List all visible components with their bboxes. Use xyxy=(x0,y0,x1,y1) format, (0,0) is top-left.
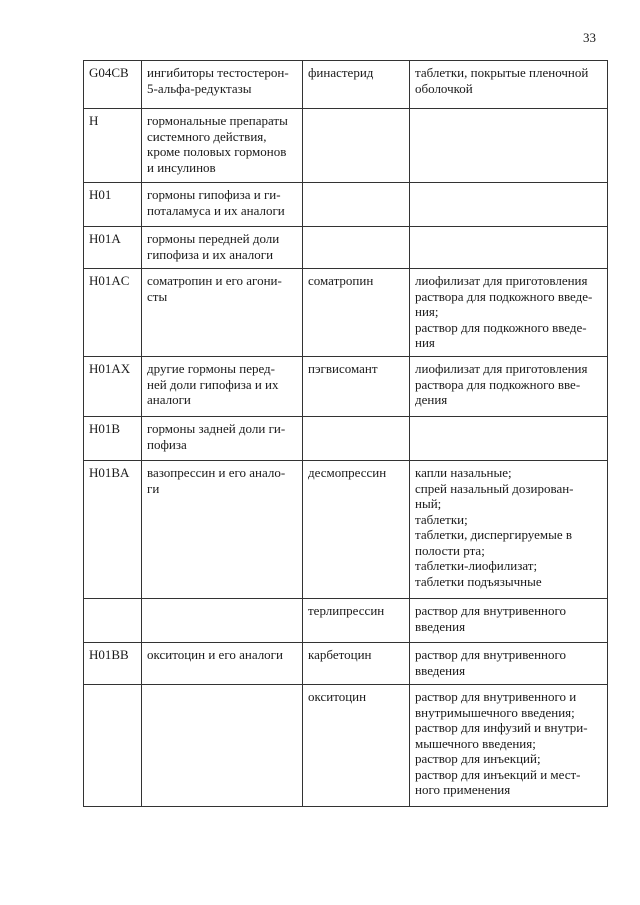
dosage-form-line: ния xyxy=(415,335,435,350)
table-row xyxy=(84,599,608,643)
table-row xyxy=(84,109,608,183)
substance-line: финастерид xyxy=(308,65,374,80)
dosage-form-line: раствор для инъекций и мест- xyxy=(415,766,581,782)
page-number: 33 xyxy=(583,30,596,45)
drug-table xyxy=(83,60,608,807)
dosage-form-line: ния; xyxy=(415,304,439,319)
group-name-line: гипофиза и их аналоги xyxy=(147,246,274,262)
substance-line: карбетоцин xyxy=(308,647,372,662)
group-name-line: ги xyxy=(147,480,160,496)
dosage-form-line: таблетки, диспергируемые в xyxy=(415,527,573,542)
group-name-line: сты xyxy=(147,288,168,304)
group-name-line: системного действия, xyxy=(147,128,267,144)
dosage-form-cell xyxy=(410,227,608,269)
dosage-form-line: введения xyxy=(415,662,466,678)
group-name-cell xyxy=(142,417,303,461)
substance-line: окситоцин xyxy=(308,689,367,704)
dosage-form-line: ного применения xyxy=(415,782,511,797)
group-name-line: вазопрессин и его анало- xyxy=(147,465,286,480)
substance-cell xyxy=(303,685,410,807)
group-name-cell xyxy=(142,109,303,183)
substance-cell xyxy=(303,643,410,685)
dosage-form-line: спрей назальный дозирован- xyxy=(415,480,574,496)
dosage-form-cell xyxy=(410,61,608,109)
atc-code-cell: H01BA xyxy=(84,461,142,599)
dosage-form-line: введения xyxy=(415,618,466,634)
dosage-form-line: капли назальные; xyxy=(415,465,512,480)
dosage-form-cell xyxy=(410,183,608,227)
group-name-cell xyxy=(142,685,303,807)
group-name-line: соматропин и его агони- xyxy=(147,273,282,288)
table-body xyxy=(84,61,608,807)
dosage-form-line: раствор для внутривенного xyxy=(415,603,566,618)
dosage-form-line: таблетки, покрытые пленочной xyxy=(415,65,589,80)
dosage-form-cell xyxy=(410,109,608,183)
dosage-form-line: оболочкой xyxy=(415,80,473,96)
dosage-form-line: дения xyxy=(415,392,448,407)
table-row xyxy=(84,685,608,807)
substance-cell xyxy=(303,357,410,417)
group-name-line: окситоцин и его аналоги xyxy=(147,647,283,662)
atc-code-cell: H01A xyxy=(84,227,142,269)
dosage-form-line: ный; xyxy=(415,496,442,511)
dosage-form-line: раствор для внутривенного и xyxy=(415,689,577,704)
dosage-form-line: полости рта; xyxy=(415,542,485,558)
atc-code-cell: G04CB xyxy=(84,61,142,109)
group-name-cell xyxy=(142,461,303,599)
substance-cell xyxy=(303,461,410,599)
group-name-line: ингибиторы тестостерон- xyxy=(147,65,289,80)
table-row xyxy=(84,61,608,109)
atc-code-cell xyxy=(84,685,142,807)
table-row xyxy=(84,183,608,227)
substance-cell xyxy=(303,269,410,357)
substance-line: десмопрессин xyxy=(308,465,387,480)
group-name-cell xyxy=(142,357,303,417)
dosage-form-line: таблетки подъязычные xyxy=(415,573,542,589)
group-name-cell xyxy=(142,227,303,269)
dosage-form-cell xyxy=(410,643,608,685)
group-name-line: гормоны передней доли xyxy=(147,231,280,246)
dosage-form-line: лиофилизат для приготовления xyxy=(415,273,588,288)
substance-line: пэгвисомант xyxy=(308,361,378,376)
substance-cell xyxy=(303,183,410,227)
group-name-line: другие гормоны перед- xyxy=(147,361,276,376)
dosage-form-line: лиофилизат для приготовления xyxy=(415,361,588,376)
dosage-form-line: внутримышечного введения; xyxy=(415,704,575,720)
dosage-form-line: мышечного введения; xyxy=(415,735,536,751)
atc-code-cell: H xyxy=(84,109,142,183)
group-name-line: 5-альфа-редуктазы xyxy=(147,80,252,96)
group-name-line: гормоны гипофиза и ги- xyxy=(147,187,281,202)
group-name-cell xyxy=(142,643,303,685)
dosage-form-line: раствора для подкожного вве- xyxy=(415,376,581,392)
table-row xyxy=(84,417,608,461)
dosage-form-cell xyxy=(410,461,608,599)
atc-code-cell: H01AX xyxy=(84,357,142,417)
group-name-line: поталамуса и их аналоги xyxy=(147,202,285,218)
table-row xyxy=(84,461,608,599)
group-name-line: кроме половых гормонов xyxy=(147,144,287,159)
dosage-form-cell xyxy=(410,357,608,417)
table-row xyxy=(84,227,608,269)
dosage-form-cell xyxy=(410,269,608,357)
dosage-form-line: раствор для внутривенного xyxy=(415,647,566,662)
atc-code-cell: H01B xyxy=(84,417,142,461)
dosage-form-line: раствор для инфузий и внутри- xyxy=(415,720,588,735)
substance-cell xyxy=(303,227,410,269)
dosage-form-line: таблетки-лиофилизат; xyxy=(415,558,538,573)
substance-cell xyxy=(303,417,410,461)
atc-code-cell: H01 xyxy=(84,183,142,227)
dosage-form-cell xyxy=(410,417,608,461)
dosage-form-line: раствор для инъекций; xyxy=(415,751,541,766)
group-name-line: аналоги xyxy=(147,392,191,407)
table-row xyxy=(84,357,608,417)
table-row xyxy=(84,269,608,357)
substance-cell xyxy=(303,61,410,109)
group-name-line: ней доли гипофиза и их xyxy=(147,376,279,392)
group-name-cell xyxy=(142,269,303,357)
dosage-form-line: раствор для подкожного введе- xyxy=(415,319,587,335)
atc-code-cell: H01BB xyxy=(84,643,142,685)
substance-cell xyxy=(303,599,410,643)
group-name-cell xyxy=(142,599,303,643)
substance-line: соматропин xyxy=(308,273,374,288)
substance-cell xyxy=(303,109,410,183)
substance-line: терлипрессин xyxy=(308,603,385,618)
dosage-form-cell xyxy=(410,685,608,807)
group-name-cell xyxy=(142,183,303,227)
group-name-line: и инсулинов xyxy=(147,159,216,175)
group-name-line: пофиза xyxy=(147,436,187,452)
group-name-cell xyxy=(142,61,303,109)
atc-code-cell xyxy=(84,599,142,643)
atc-code-cell: H01AC xyxy=(84,269,142,357)
dosage-form-cell xyxy=(410,599,608,643)
group-name-line: гормоны задней доли ги- xyxy=(147,421,286,436)
dosage-form-line: таблетки; xyxy=(415,511,468,527)
dosage-form-line: раствора для подкожного введе- xyxy=(415,288,593,304)
table-row xyxy=(84,643,608,685)
group-name-line: гормональные препараты xyxy=(147,113,288,128)
